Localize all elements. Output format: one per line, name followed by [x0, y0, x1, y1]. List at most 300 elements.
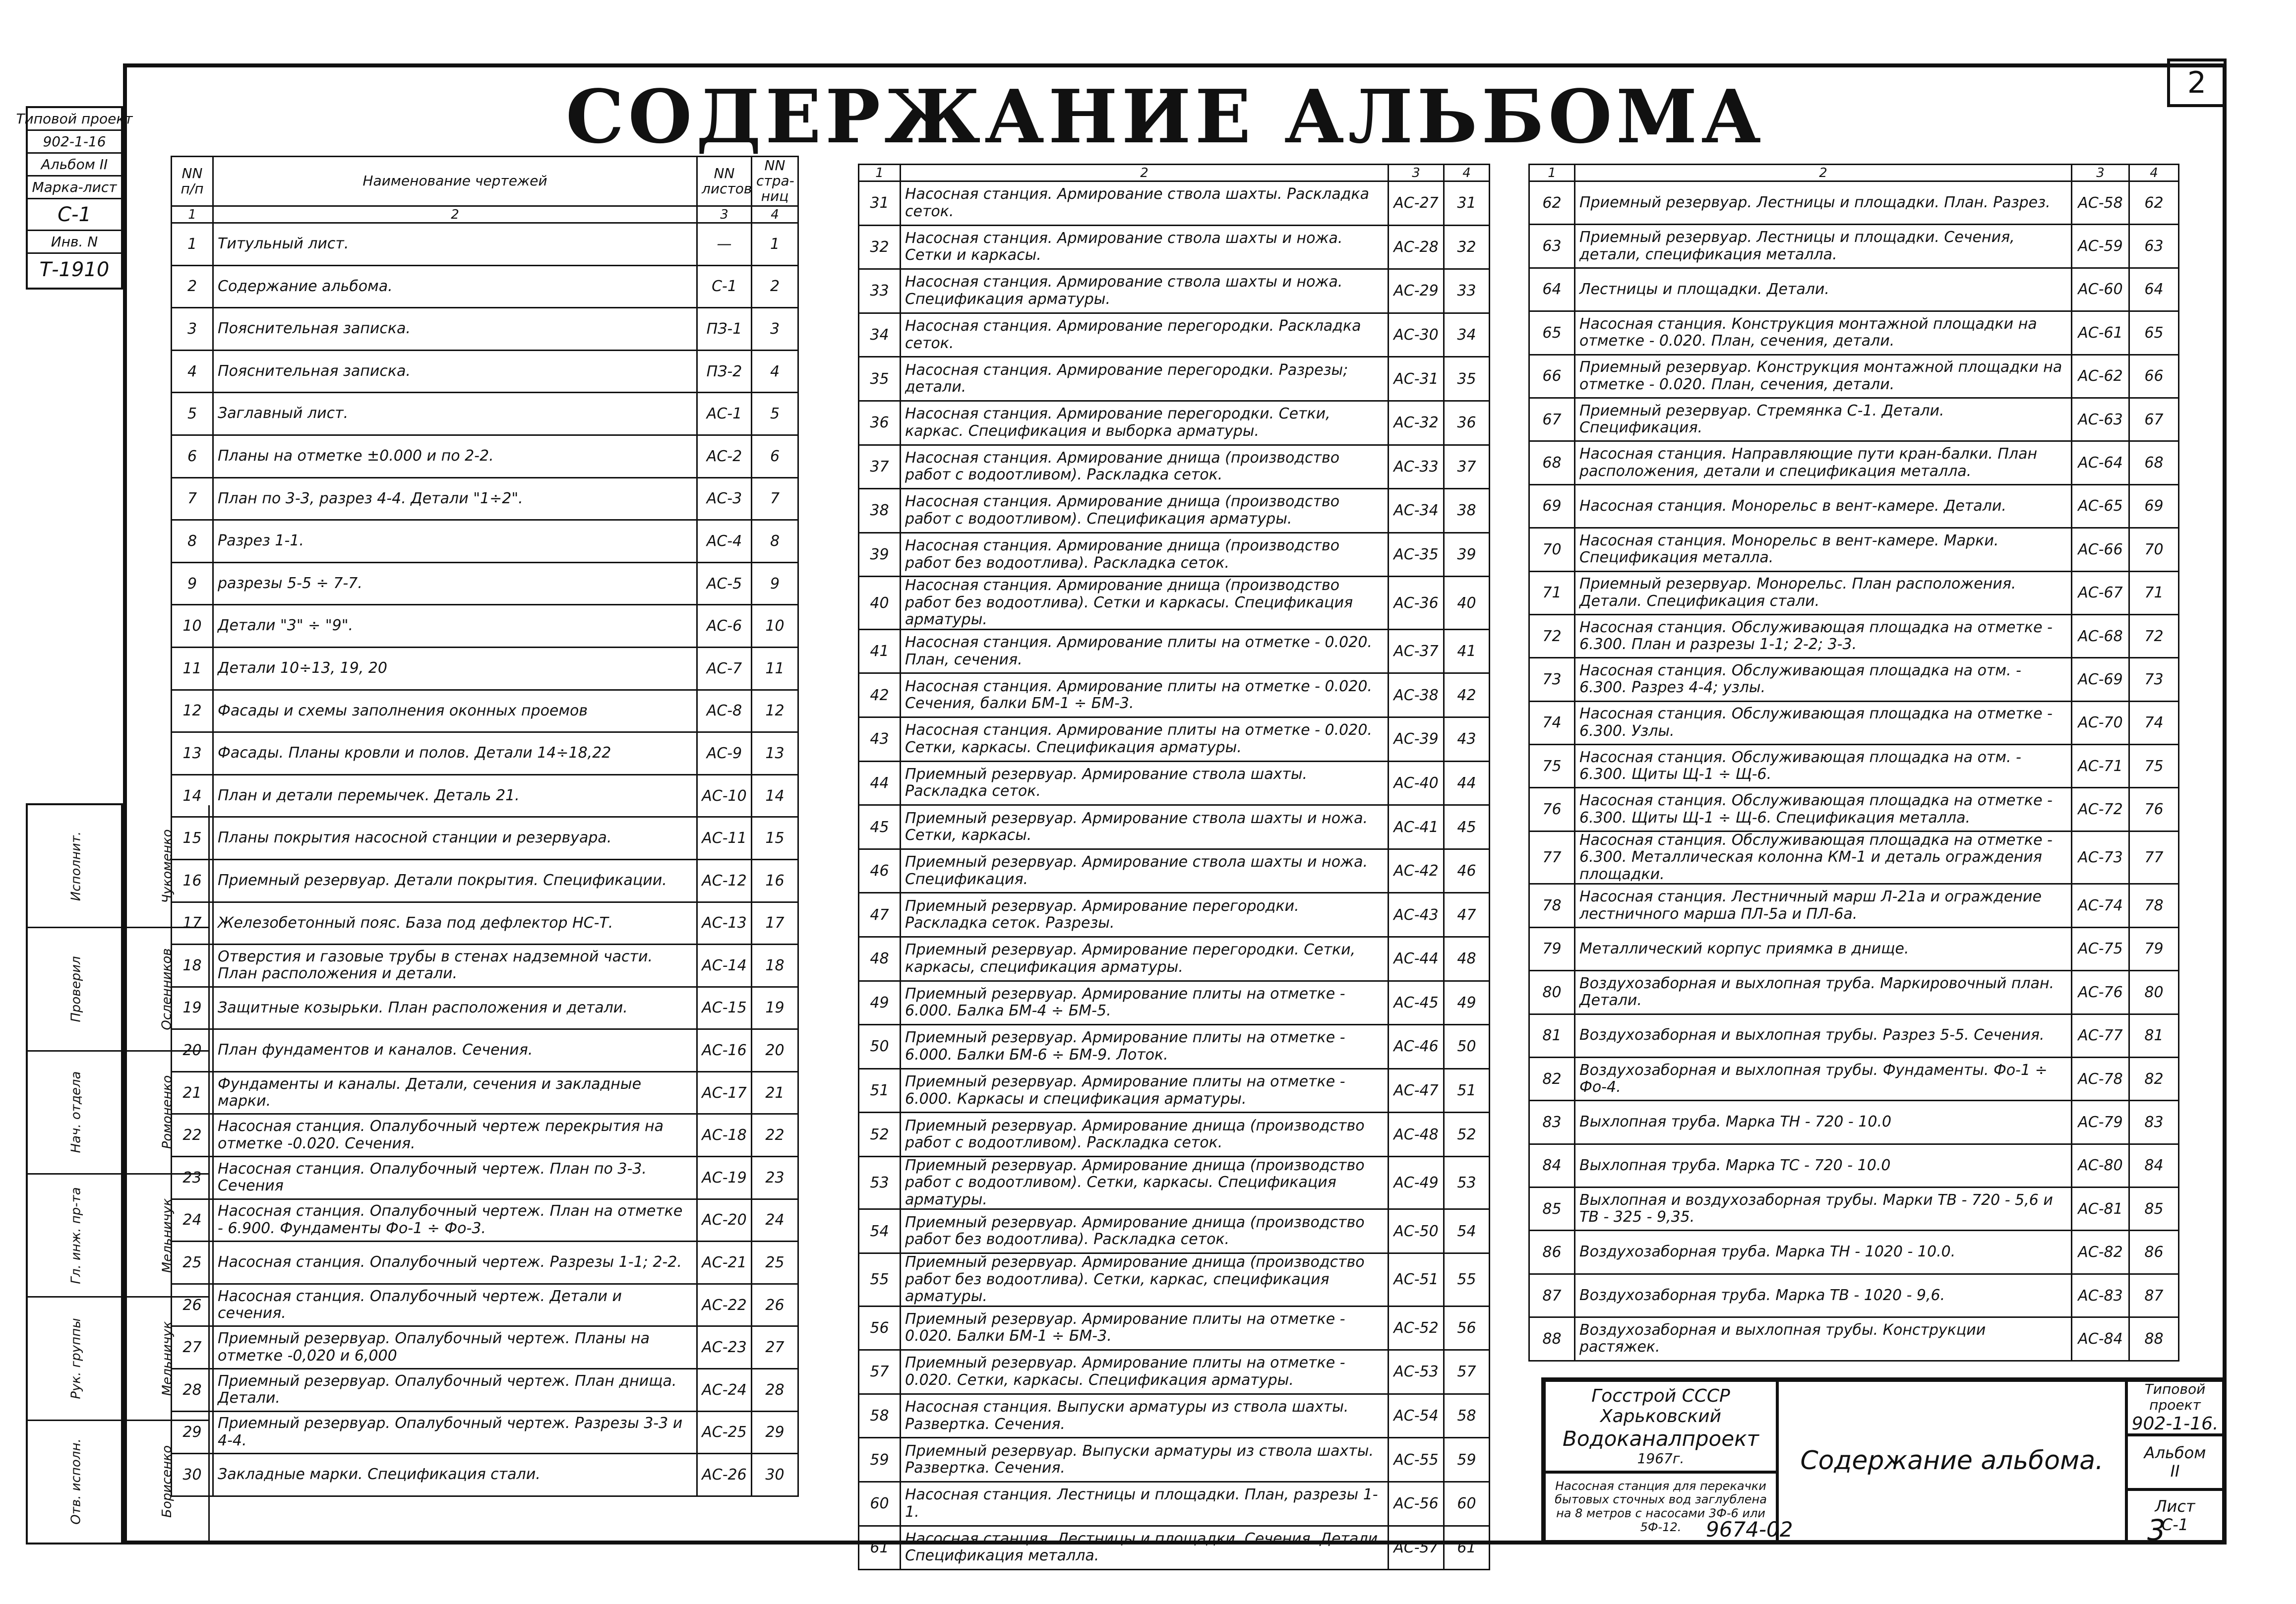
page-number-cell: 44 — [1444, 761, 1490, 805]
sheet-mark: АС-56 — [1389, 1482, 1444, 1526]
sheet-mark: АС-14 — [697, 945, 752, 987]
row-number: 52 — [859, 1113, 901, 1157]
drawing-name: Насосная станция. Опалубочный чертеж. План по 3-3. Сечения — [213, 1157, 697, 1199]
table-row — [172, 732, 798, 775]
page-number-cell: 61 — [1444, 1526, 1490, 1570]
drawing-name: Планы покрытия насосной станции и резервуара. — [213, 817, 697, 860]
drawing-name: Приемный резервуар. Армирование плиты на отметке - 6.000. Каркасы и спецификация арматуры. — [901, 1069, 1389, 1113]
page-number-cell: 70 — [2129, 528, 2179, 571]
table-row — [859, 1306, 1490, 1350]
index-cell: 2 — [901, 165, 1389, 181]
table-index-row — [859, 165, 1490, 181]
title-block — [1541, 1377, 2227, 1545]
sheet-mark: АС-77 — [2072, 1014, 2129, 1057]
page-number-cell: 66 — [2129, 355, 2179, 398]
table-body — [172, 223, 798, 1496]
drawing-name: Фасады. Планы кровли и полов. Детали 14÷18,22 — [213, 732, 697, 775]
row-number: 84 — [1529, 1144, 1575, 1187]
org-year: 1967г. — [1637, 1450, 1685, 1467]
drawing-name: Насосная станция. Армирование перегородки. Сетки, каркас. Спецификация и выборка арматуры. — [901, 401, 1389, 445]
sheet-mark: АС-54 — [1389, 1394, 1444, 1438]
drawing-name: Приемный резервуар. Армирование перегородки. Сетки, каркасы, спецификация арматуры. — [901, 937, 1389, 981]
sheet-mark: АС-29 — [1389, 269, 1444, 313]
drawing-name: Приемный резервуар. Армирование днища (производство работ с водоотливом). Сетки, каркасы. Спецификация арматуры. — [901, 1156, 1389, 1209]
stamp-inv-value: Т-1910 — [39, 258, 110, 281]
sheet-mark: АС-60 — [2072, 268, 2129, 311]
row-number: 67 — [1529, 398, 1575, 441]
table-row — [859, 269, 1490, 313]
header-name: Наименование чертежей — [213, 157, 697, 206]
table-row — [859, 445, 1490, 489]
drawing-name: Фундаменты и каналы. Детали, сечения и закладные марки. — [213, 1071, 697, 1114]
page-number-cell: 85 — [2129, 1188, 2179, 1231]
table-row — [859, 489, 1490, 533]
title-block-album — [2126, 1435, 2224, 1489]
row-number: 29 — [172, 1411, 213, 1454]
sheet-mark: АС-58 — [2072, 181, 2129, 225]
sheet-mark: АС-22 — [697, 1284, 752, 1326]
table-row — [172, 1242, 798, 1284]
drawing-name: Насосная станция. Обслуживающая площадка на отметке - 6.300. Металлическая колонна КМ-1 и деталь ограждения площадки. — [1575, 831, 2072, 884]
drawing-name: Содержание альбома. — [213, 265, 697, 308]
row-number: 20 — [172, 1029, 213, 1072]
table-row — [1529, 528, 2179, 571]
table-row — [1529, 658, 2179, 701]
title-block-description: Насосная станция для перекачки бытовых сточных вод заглублена на 8 метров с насосами 3Ф-6 или 5Ф-12. — [1544, 1472, 1777, 1542]
drawing-name: Приемный резервуар. Опалубочный чертеж. План днища. Детали. — [213, 1369, 697, 1412]
table-row — [859, 805, 1490, 849]
row-number: 86 — [1529, 1231, 1575, 1274]
page-number-cell: 32 — [1444, 225, 1490, 269]
drawing-name: Насосная станция. Опалубочный чертеж перекрытия на отметке -0.020. Сечения. — [213, 1114, 697, 1157]
sheet-mark: АС-55 — [1389, 1438, 1444, 1482]
project-code: 902-1-16. — [2131, 1413, 2219, 1434]
sheet-mark: АС-83 — [2072, 1274, 2129, 1317]
drawing-name: Титульный лист. — [213, 223, 697, 266]
row-number: 39 — [859, 533, 901, 577]
sheet-mark: АС-61 — [2072, 311, 2129, 355]
row-number: 44 — [859, 761, 901, 805]
row-number: 32 — [859, 225, 901, 269]
page-number-cell: 17 — [752, 902, 798, 945]
sheet-mark: АС-50 — [1389, 1209, 1444, 1253]
drawing-name: Приемный резервуар. Лестницы и площадки. Сечения, детали, спецификация металла. — [1575, 225, 2072, 268]
table-row — [172, 987, 798, 1029]
page-number-cell: 21 — [752, 1071, 798, 1114]
page-number-cell: 1 — [752, 223, 798, 266]
drawing-name: Детали 10÷13, 19, 20 — [213, 647, 697, 690]
row-number: 11 — [172, 647, 213, 690]
table-row — [1529, 268, 2179, 311]
page-number-cell: 68 — [2129, 441, 2179, 484]
page-number-cell: 5 — [752, 393, 798, 435]
sheet-mark: АС-73 — [2072, 831, 2129, 884]
sheet-mark: АС-30 — [1389, 313, 1444, 357]
drawing-name: Насосная станция. Обслуживающая площадка на отм. - 6.300. Разрез 4-4; узлы. — [1575, 658, 2072, 701]
page-number-cell: 63 — [2129, 225, 2179, 268]
sheet-mark: АС-24 — [697, 1369, 752, 1412]
page-number-cell: 53 — [1444, 1156, 1490, 1209]
row-number: 40 — [859, 577, 901, 630]
row-number: 9 — [172, 562, 213, 605]
row-number: 37 — [859, 445, 901, 489]
sheet-mark: АС-82 — [2072, 1231, 2129, 1274]
sidebar-extra-role: Проверил — [28, 928, 124, 1051]
drawing-name: Приемный резервуар. Армирование ствола шахты и ножа. Спецификация. — [901, 849, 1389, 893]
row-number: 30 — [172, 1454, 213, 1496]
page-number-cell: 69 — [2129, 484, 2179, 528]
table-row — [1529, 788, 2179, 831]
table-index-row — [172, 206, 798, 223]
page-number-cell: 15 — [752, 817, 798, 860]
drawing-name: Насосная станция. Монорельс в вент-камере. Марки. Спецификация металла. — [1575, 528, 2072, 571]
table-row — [172, 1411, 798, 1454]
drawing-name: Насосная станция. Армирование ствола шахты и ножа. Спецификация арматуры. — [901, 269, 1389, 313]
table-row — [859, 849, 1490, 893]
sheet-mark: АС-46 — [1389, 1025, 1444, 1069]
sheet-mark: АС-84 — [2072, 1317, 2129, 1361]
row-number: 33 — [859, 269, 901, 313]
drawing-name: Насосная станция. Монорельс в вент-камере. Детали. — [1575, 484, 2072, 528]
page-number-cell: 49 — [1444, 981, 1490, 1025]
table-row — [172, 520, 798, 563]
table-row — [859, 981, 1490, 1025]
table-row — [1529, 1144, 2179, 1187]
table-row — [172, 350, 798, 393]
drawing-name: Насосная станция. Армирование днища (производство работ с водоотливом). Раскладка сеток. — [901, 445, 1389, 489]
page-number-cell: 11 — [752, 647, 798, 690]
drawing-name: Насосная станция. Лестничный марш Л-21а и ограждение лестничного марша ПЛ-5а и ПЛ-6а. — [1575, 884, 2072, 927]
table-row — [859, 533, 1490, 577]
row-number: 21 — [172, 1071, 213, 1114]
table-row — [1529, 1317, 2179, 1361]
page-number-cell: 54 — [1444, 1209, 1490, 1253]
table-row — [1529, 1057, 2179, 1100]
title-block-project — [2126, 1380, 2224, 1435]
index-cell: 3 — [1389, 165, 1444, 181]
row-number: 76 — [1529, 788, 1575, 831]
page-number-cell: 34 — [1444, 313, 1490, 357]
table-row — [859, 181, 1490, 226]
row-number: 74 — [1529, 701, 1575, 744]
page-number-cell: 19 — [752, 987, 798, 1029]
row-number: 22 — [172, 1114, 213, 1157]
page-number-cell: 84 — [2129, 1144, 2179, 1187]
table-row — [1529, 1274, 2179, 1317]
drawing-name: Насосная станция. Армирование плиты на отметке - 0.020. Сечения, балки БМ-1 ÷ БМ-3. — [901, 673, 1389, 717]
table-row — [859, 1438, 1490, 1482]
table-row — [172, 817, 798, 860]
page-number-cell: 4 — [752, 350, 798, 393]
table-row — [172, 1454, 798, 1496]
drawing-name: Детали "3" ÷ "9". — [213, 605, 697, 648]
title-block-org — [1544, 1380, 1777, 1472]
page-number-cell: 55 — [1444, 1253, 1490, 1307]
row-number: 12 — [172, 690, 213, 732]
table-row — [172, 1199, 798, 1242]
document-number: 9674-02 — [1706, 1517, 1793, 1542]
page-number-cell: 74 — [2129, 701, 2179, 744]
stamp-brand-sheet: С-1 — [28, 199, 121, 231]
stamp-album-label: Альбом II — [28, 154, 121, 177]
row-number: 64 — [1529, 268, 1575, 311]
page-number-cell: 37 — [1444, 445, 1490, 489]
table-row — [1529, 225, 2179, 268]
drawing-name: Воздухозаборная труба. Марка ТН - 1020 - 10.0. — [1575, 1231, 2072, 1274]
sheet-mark: АС-18 — [697, 1114, 752, 1157]
table-row — [859, 1113, 1490, 1157]
project-label: Типовой проект — [2144, 1381, 2206, 1414]
row-number: 72 — [1529, 614, 1575, 657]
page-number-cell: 79 — [2129, 927, 2179, 970]
table-row — [172, 223, 798, 266]
row-number: 7 — [172, 477, 213, 520]
row-number: 62 — [1529, 181, 1575, 225]
table-row — [859, 761, 1490, 805]
drawing-name: Насосная станция. Армирование ствола шахты. Раскладка сеток. — [901, 181, 1389, 226]
sidebar-roles-column — [28, 805, 126, 1543]
drawing-name: План фундаментов и каналов. Сечения. — [213, 1029, 697, 1072]
page-number-cell: 50 — [1444, 1025, 1490, 1069]
drawing-name: Приемный резервуар. Опалубочный чертеж. Разрезы 3-3 и 4-4. — [213, 1411, 697, 1454]
page-number-cell: 73 — [2129, 658, 2179, 701]
table-row — [859, 629, 1490, 673]
table-row — [172, 1284, 798, 1326]
sheet-mark: АС-12 — [697, 859, 752, 902]
sheet-mark: АС-43 — [1389, 893, 1444, 937]
drawing-name: Приемный резервуар. Опалубочный чертеж. Планы на отметке -0,020 и 6,000 — [213, 1326, 697, 1369]
table-row — [859, 1253, 1490, 1307]
row-number: 10 — [172, 605, 213, 648]
sheet-mark: АС-15 — [697, 987, 752, 1029]
sheet-mark: АС-38 — [1389, 673, 1444, 717]
row-number: 61 — [859, 1526, 901, 1570]
sheet-mark: АС-21 — [697, 1242, 752, 1284]
header-num: NN п/п — [172, 157, 213, 206]
row-number: 50 — [859, 1025, 901, 1069]
drawing-name: Приемный резервуар. Лестницы и площадки. План. Разрез. — [1575, 181, 2072, 225]
sheet-mark: АС-80 — [2072, 1144, 2129, 1187]
stamp-brand-sheet-label: Марка-лист — [28, 177, 121, 199]
table-row — [172, 774, 798, 817]
sheet-mark: АС-36 — [1389, 577, 1444, 630]
table-row — [172, 393, 798, 435]
page-number-cell: 83 — [2129, 1101, 2179, 1144]
page-number-cell: 13 — [752, 732, 798, 775]
sidebar-extra-name: Чукоменко — [126, 805, 208, 928]
drawing-name: Приемный резервуар. Армирование плиты на отметке - 6.000. Балка БМ-4 ÷ БМ-5. — [901, 981, 1389, 1025]
row-number: 87 — [1529, 1274, 1575, 1317]
page-number-cell: 80 — [2129, 971, 2179, 1014]
row-number: 60 — [859, 1482, 901, 1526]
drawing-name: Насосная станция. Обслуживающая площадка на отм. - 6.300. Щиты Щ-1 ÷ Щ-6. — [1575, 745, 2072, 788]
drawing-name: Приемный резервуар. Армирование плиты на отметке - 0.020. Сетки, каркасы. Спецификация арматуры. — [901, 1350, 1389, 1394]
page-number-cell: 28 — [752, 1369, 798, 1412]
row-number: 36 — [859, 401, 901, 445]
row-number: 70 — [1529, 528, 1575, 571]
row-number: 31 — [859, 181, 901, 226]
row-number: 17 — [172, 902, 213, 945]
table-row — [172, 647, 798, 690]
drawing-name: Приемный резервуар. Армирование днища (производство работ без водоотлива). Раскладка сеток. — [901, 1209, 1389, 1253]
page-number-cell: 38 — [1444, 489, 1490, 533]
page-number-cell: 16 — [752, 859, 798, 902]
drawing-name: Металлический корпус приямка в днище. — [1575, 927, 2072, 970]
drawing-name: Насосная станция. Лестницы и площадки. План, разрезы 1-1. — [901, 1482, 1389, 1526]
row-number: 66 — [1529, 355, 1575, 398]
table-row — [172, 1326, 798, 1369]
sidebar-role: Гл. инж. пр-та — [28, 1175, 124, 1298]
table-row — [1529, 571, 2179, 614]
page-number-cell: 31 — [1444, 181, 1490, 226]
drawing-name: Воздухозаборная и выхлопная труба. Маркировочный план. Детали. — [1575, 971, 2072, 1014]
table-row — [1529, 927, 2179, 970]
sheet-number: 2 — [2167, 59, 2227, 107]
row-number: 24 — [172, 1199, 213, 1242]
row-number: 53 — [859, 1156, 901, 1209]
sidebar-extra-name: Осленников — [126, 928, 208, 1051]
row-number: 2 — [172, 265, 213, 308]
drawing-name: Закладные марки. Спецификация стали. — [213, 1454, 697, 1496]
table-row — [172, 1114, 798, 1157]
table-row — [859, 1350, 1490, 1394]
drawing-name: Насосная станция. Армирование днища (производство работ с водоотливом). Спецификация арматуры. — [901, 489, 1389, 533]
row-number: 38 — [859, 489, 901, 533]
drawing-name: Приемный резервуар. Армирование плиты на отметке - 0.020. Балки БМ-1 ÷ БМ-3. — [901, 1306, 1389, 1350]
row-number: 26 — [172, 1284, 213, 1326]
sheet-mark: АС-10 — [697, 774, 752, 817]
sheet-mark: АС-32 — [1389, 401, 1444, 445]
page-number-cell: 7 — [752, 477, 798, 520]
index-cell: 4 — [2129, 165, 2179, 181]
page-number-cell: 41 — [1444, 629, 1490, 673]
row-number: 82 — [1529, 1057, 1575, 1100]
sheet-mark: АС-67 — [2072, 571, 2129, 614]
drawing-name: План и детали перемычек. Деталь 21. — [213, 774, 697, 817]
drawing-name: Приемный резервуар. Детали покрытия. Спецификации. — [213, 859, 697, 902]
drawing-name: Воздухозаборная и выхлопная трубы. Фундаменты. Фо-1 ÷ Фо-4. — [1575, 1057, 2072, 1100]
page-number-cell: 29 — [752, 1411, 798, 1454]
page-number-cell: 45 — [1444, 805, 1490, 849]
page-number-cell: 72 — [2129, 614, 2179, 657]
page-number-cell: 36 — [1444, 401, 1490, 445]
page-number-cell: 8 — [752, 520, 798, 563]
drawing-name: Насосная станция. Опалубочный чертеж. Разрезы 1-1; 2-2. — [213, 1242, 697, 1284]
row-number: 14 — [172, 774, 213, 817]
row-number: 49 — [859, 981, 901, 1025]
drawing-name: Насосная станция. Армирование плиты на отметке - 0.020. План, сечения. — [901, 629, 1389, 673]
sheet-mark: АС-52 — [1389, 1306, 1444, 1350]
table-row — [172, 265, 798, 308]
page-number-cell: 14 — [752, 774, 798, 817]
drawing-name: Приемный резервуар. Конструкция монтажной площадки на отметке - 0.020. План, сечения, детали. — [1575, 355, 2072, 398]
page-number-cell: 58 — [1444, 1394, 1490, 1438]
sheet-mark: АС-7 — [697, 647, 752, 690]
sheet-mark: АС-64 — [2072, 441, 2129, 484]
sheet-mark: АС-53 — [1389, 1350, 1444, 1394]
table-row — [859, 401, 1490, 445]
table-row — [1529, 745, 2179, 788]
table-row — [1529, 181, 2179, 225]
table-row — [859, 225, 1490, 269]
page-number-cell: 26 — [752, 1284, 798, 1326]
page-number-cell: 30 — [752, 1454, 798, 1496]
sheet-mark: АС-66 — [2072, 528, 2129, 571]
org-line-3: Водоканалпроект — [1563, 1426, 1759, 1451]
page-number-cell: 52 — [1444, 1113, 1490, 1157]
row-number: 41 — [859, 629, 901, 673]
page-number-cell: 77 — [2129, 831, 2179, 884]
table-index-row — [1529, 165, 2179, 181]
table-row — [1529, 701, 2179, 744]
album-value: II — [2170, 1462, 2180, 1481]
toc-table-2 — [858, 164, 1490, 1570]
sheet-mark: АС-69 — [2072, 658, 2129, 701]
sheet-mark: АС-4 — [697, 520, 752, 563]
index-cell: 1 — [172, 206, 213, 223]
sheet-mark: АС-16 — [697, 1029, 752, 1072]
page-number-cell: 25 — [752, 1242, 798, 1284]
sidebar-name: Мельничук — [126, 1298, 208, 1421]
sheet-mark: АС-5 — [697, 562, 752, 605]
row-number: 35 — [859, 357, 901, 401]
table-row — [1529, 1014, 2179, 1057]
page-number-cell: 86 — [2129, 1231, 2179, 1274]
row-number: 79 — [1529, 927, 1575, 970]
sheet-mark: АС-34 — [1389, 489, 1444, 533]
page-number-cell: 62 — [2129, 181, 2179, 225]
page-number-cell: 81 — [2129, 1014, 2179, 1057]
row-number: 88 — [1529, 1317, 1575, 1361]
drawing-name: Фасады и схемы заполнения оконных проемов — [213, 690, 697, 732]
table-row — [172, 1029, 798, 1072]
page-number-cell: 78 — [2129, 884, 2179, 927]
page-title: СОДЕРЖАНИЕ АЛЬБОМА — [565, 73, 1765, 160]
sheet-mark: АС-39 — [1389, 717, 1444, 762]
title-block-sheet-title: Содержание альбома. — [1777, 1380, 2126, 1542]
page-number-cell: 59 — [1444, 1438, 1490, 1482]
drawing-name: Насосная станция. Конструкция монтажной площадки на отметке - 0.020. План, сечения, детали. — [1575, 311, 2072, 355]
sheet-mark: АС-11 — [697, 817, 752, 860]
page-number-cell: 51 — [1444, 1069, 1490, 1113]
drawing-name: Насосная станция. Армирование перегородки. Разрезы; детали. — [901, 357, 1389, 401]
drawing-name: Заглавный лист. — [213, 393, 697, 435]
drawing-name: Насосная станция. Обслуживающая площадка на отметке - 6.300. Узлы. — [1575, 701, 2072, 744]
sheet-mark: АС-44 — [1389, 937, 1444, 981]
drawing-name: Приемный резервуар. Армирование ствола шахты. Раскладка сеток. — [901, 761, 1389, 805]
sheet-mark: АС-74 — [2072, 884, 2129, 927]
row-number: 59 — [859, 1438, 901, 1482]
page-number-cell: 2 — [752, 265, 798, 308]
drawing-name: Железобетонный пояс. База под дефлектор НС-Т. — [213, 902, 697, 945]
table-row — [172, 562, 798, 605]
table-row — [172, 477, 798, 520]
row-number: 47 — [859, 893, 901, 937]
page-number-cell: 43 — [1444, 717, 1490, 762]
row-number: 42 — [859, 673, 901, 717]
table-row — [172, 945, 798, 987]
stamp-project-code: 902-1-16 — [28, 131, 121, 154]
drawing-name: Насосная станция. Обслуживающая площадка на отметке - 6.300. Щиты Щ-1 ÷ Щ-6. Спецификация металла. — [1575, 788, 2072, 831]
drawing-name: разрезы 5-5 ÷ 7-7. — [213, 562, 697, 605]
sheet-mark: АС-57 — [1389, 1526, 1444, 1570]
sheet-mark: АС-41 — [1389, 805, 1444, 849]
table-row — [172, 435, 798, 477]
sheet-mark: АС-27 — [1389, 181, 1444, 226]
row-number: 45 — [859, 805, 901, 849]
page-number-cell: 57 — [1444, 1350, 1490, 1394]
table-row — [859, 893, 1490, 937]
